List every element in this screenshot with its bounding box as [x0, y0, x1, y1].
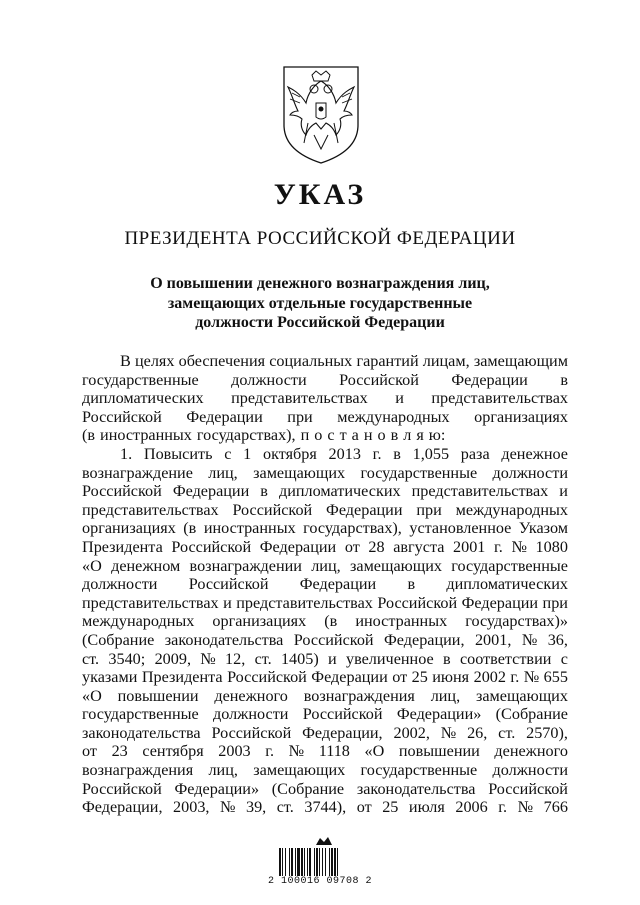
word: в	[390, 426, 399, 445]
body-line	[82, 519, 568, 538]
word: №	[440, 723, 457, 742]
word: 2006	[455, 798, 488, 817]
barcode-bar	[325, 848, 326, 876]
word: Федерации	[186, 407, 263, 426]
word: Федерации	[299, 575, 377, 594]
word: октября	[262, 444, 317, 463]
word: государственные	[82, 705, 199, 724]
word: п	[300, 426, 310, 445]
word: Федерации,	[384, 630, 465, 649]
word: №	[511, 537, 527, 556]
word: Российской	[232, 500, 313, 519]
body-line	[82, 594, 568, 613]
word: н	[363, 426, 373, 445]
word: г.	[498, 798, 508, 817]
word: вознаграждение	[82, 463, 193, 482]
word: 12,	[225, 649, 246, 668]
word: Российской	[82, 407, 162, 426]
word: (в	[324, 612, 338, 631]
word: Российской	[211, 723, 292, 742]
word: и	[395, 389, 404, 408]
barcode-bar	[291, 848, 293, 876]
word: лиц,	[208, 463, 238, 482]
word: №	[521, 630, 538, 649]
word: и	[328, 649, 337, 668]
word: июня	[432, 668, 470, 687]
word: вознаграждения	[303, 686, 415, 705]
word: №	[219, 798, 236, 817]
word: лиц,	[311, 556, 341, 575]
word: обеспечения	[178, 352, 266, 370]
body-line	[82, 464, 568, 483]
barcode-bar	[279, 848, 281, 876]
word: иностранных	[100, 426, 192, 445]
word: денежное	[501, 444, 568, 463]
barcode-bar	[307, 848, 308, 876]
word: в	[260, 482, 268, 501]
word: Российской	[302, 705, 383, 724]
word: августа	[393, 537, 445, 556]
barcode-bar	[309, 848, 311, 876]
word: организациях	[82, 519, 176, 538]
word: 655	[543, 668, 568, 687]
word: в	[393, 444, 401, 463]
word: 1405)	[280, 649, 319, 668]
word: №	[517, 798, 534, 817]
word: 25	[382, 798, 399, 817]
word: Федерации»	[174, 779, 260, 798]
barcode-bar	[337, 848, 338, 876]
word: представительствах	[231, 389, 368, 408]
word: замещающих	[253, 761, 346, 780]
body-line	[82, 650, 568, 669]
body-line	[82, 742, 568, 761]
barcode-bar	[295, 848, 296, 876]
word: должности	[231, 370, 307, 389]
word: Российской	[293, 630, 374, 649]
word: о	[314, 426, 323, 445]
word: государственные	[82, 370, 199, 389]
word: «О	[82, 556, 102, 575]
barcode-bar	[334, 848, 336, 876]
word: «О	[364, 742, 385, 761]
word: представительствах	[82, 500, 219, 519]
body-line	[82, 780, 568, 799]
word: гарантий	[356, 352, 419, 370]
word: и	[559, 482, 568, 501]
word: 2002	[473, 668, 506, 687]
word: с	[560, 649, 568, 668]
word: 1.	[120, 444, 133, 463]
word: 2570),	[526, 723, 568, 742]
barcode-bar	[316, 848, 318, 876]
word: от	[392, 668, 408, 687]
word: лиц,	[430, 686, 461, 705]
word: т	[339, 426, 347, 445]
word: Федерации,	[302, 723, 383, 742]
word: международных	[82, 612, 195, 631]
word: государственные	[360, 463, 478, 482]
word: Российской	[171, 537, 252, 556]
word: г.	[372, 444, 382, 463]
word: Федерации	[451, 370, 528, 389]
word: Федерации	[311, 668, 388, 687]
word: Российской	[188, 575, 269, 594]
word: о	[377, 426, 386, 445]
word: денежном	[111, 556, 181, 575]
heading-line: должности Российской Федерации	[195, 314, 445, 331]
word: при	[542, 593, 568, 612]
word: №	[200, 649, 216, 668]
word: Российской	[339, 370, 419, 389]
word: увеличенное	[345, 649, 434, 668]
word: при	[416, 500, 442, 519]
word: лиц,	[208, 761, 238, 780]
word: (Собрание	[495, 705, 568, 724]
word: ст.	[276, 798, 294, 817]
body-line	[82, 352, 568, 371]
word: дипломатических	[278, 482, 401, 501]
word: 25	[411, 668, 428, 687]
word: с	[327, 426, 335, 445]
body-line	[82, 371, 568, 390]
word: должности	[212, 705, 289, 724]
word: замещающих	[253, 463, 346, 482]
printer-logo-icon	[314, 836, 334, 846]
word: 39,	[245, 798, 267, 817]
word: государствах),	[196, 426, 296, 445]
barcode-bar	[319, 848, 320, 876]
word: сентября	[142, 742, 204, 761]
word: 2001,	[474, 630, 512, 649]
barcode-bar	[329, 848, 330, 876]
word: представительствах	[431, 389, 568, 408]
barcode-bar	[285, 848, 286, 876]
word: Российской	[227, 668, 307, 687]
word: должности	[492, 463, 568, 482]
body-line	[82, 557, 568, 576]
word: а	[351, 426, 359, 445]
word: ст.	[498, 723, 516, 742]
word: 1	[243, 444, 252, 463]
body-line	[82, 798, 568, 817]
word: целях	[134, 352, 175, 370]
word: 766	[543, 798, 568, 817]
word: денежного	[494, 742, 568, 761]
word: при	[287, 407, 313, 426]
word: 1118	[318, 742, 350, 761]
word: 3744),	[304, 798, 347, 817]
word: 28	[368, 537, 385, 556]
word: 23	[111, 742, 128, 761]
word: в	[407, 575, 416, 594]
word: 26,	[467, 723, 488, 742]
word: организациях	[474, 407, 568, 426]
heading-line: О повышении денежного вознаграждения лиц,	[150, 275, 490, 292]
barcode-bar	[331, 848, 333, 876]
word: государственные	[451, 556, 568, 575]
word: 3540;	[108, 649, 146, 668]
barcode-bar	[301, 848, 303, 876]
word: денежного	[214, 686, 288, 705]
word: Российской	[377, 593, 458, 612]
word: Российской	[488, 779, 568, 798]
word: 2003,	[173, 798, 210, 817]
barcode-bar	[297, 848, 300, 876]
word: июля	[408, 798, 445, 817]
word: ст.	[254, 649, 272, 668]
word: Федерации	[461, 593, 539, 612]
word: должности	[82, 575, 158, 594]
word: Президента	[141, 668, 223, 687]
word: 2003	[218, 742, 251, 761]
word: повышении	[398, 742, 480, 761]
word: вознаграждении	[189, 556, 302, 575]
word: л	[403, 426, 412, 445]
word: ю:	[428, 426, 446, 445]
word: (в	[183, 519, 197, 538]
body-line	[82, 687, 568, 706]
word: Федерации	[326, 500, 403, 519]
word: 2001	[453, 537, 486, 556]
decree-heading	[0, 274, 640, 333]
word: указами	[82, 668, 138, 687]
body-line	[82, 426, 568, 445]
body-line	[82, 631, 568, 650]
word: Федерации,	[82, 798, 163, 817]
document-subtitle: ПРЕЗИДЕНТА РОССИЙСКОЙ ФЕДЕРАЦИИ	[124, 228, 516, 249]
word: законодательства	[356, 779, 476, 798]
word: от	[82, 742, 97, 761]
word: Федерации»	[396, 705, 482, 724]
word: №	[523, 668, 540, 687]
word: представительствах	[82, 593, 219, 612]
body-line	[82, 389, 568, 408]
word: (в	[82, 426, 96, 445]
barcode-bar	[314, 848, 315, 876]
word: г.	[510, 668, 520, 687]
word: от	[344, 537, 360, 556]
word: повышении	[117, 686, 199, 705]
word: законодательства	[82, 723, 201, 742]
barcode-bar	[304, 848, 305, 876]
word: Повысить	[143, 444, 213, 463]
word: г.	[494, 537, 503, 556]
barcode-bar	[322, 848, 323, 876]
word: установленное	[409, 519, 512, 538]
state-emblem-icon	[278, 63, 364, 165]
body-line	[82, 538, 568, 557]
word: иностранных	[203, 519, 296, 538]
word: замещающих	[475, 686, 568, 705]
body-line	[82, 501, 568, 520]
word: государственные	[360, 761, 478, 780]
body-line	[82, 445, 568, 464]
word: Президента	[82, 537, 163, 556]
body-line	[82, 761, 568, 780]
word: лицам,	[422, 352, 470, 370]
word: Федерации	[259, 537, 337, 556]
word: от	[356, 798, 372, 817]
body-line	[82, 705, 568, 724]
word: ст.	[82, 649, 100, 668]
barcode-number: 2 100016 09708 2	[267, 876, 372, 887]
word: В	[120, 352, 131, 370]
word: государствах),	[303, 519, 402, 538]
word: законодательства	[164, 630, 284, 649]
word: 1080	[535, 537, 568, 556]
word: «О	[82, 686, 102, 705]
word: (Собрание	[271, 779, 345, 798]
word: Российской	[82, 779, 162, 798]
word: 1,055	[412, 444, 450, 463]
word: вознаграждения	[82, 761, 194, 780]
word: представительствах	[236, 593, 373, 612]
word: Указом	[518, 519, 568, 538]
barcode-bar	[282, 848, 283, 876]
word: №	[288, 742, 305, 761]
document-title: УКАЗ	[273, 178, 367, 211]
body-line	[82, 575, 568, 594]
body-line	[82, 668, 568, 687]
word: я	[416, 426, 424, 445]
decree-body	[82, 352, 568, 817]
word: представительствах	[411, 482, 549, 501]
body-line	[82, 724, 568, 743]
word: международных	[455, 500, 568, 519]
word: дипломатических	[82, 389, 204, 408]
word: замещающих	[349, 556, 442, 575]
word: раза	[460, 444, 490, 463]
body-line	[82, 482, 568, 501]
word: дипломатических	[446, 575, 568, 594]
word: 2013	[328, 444, 361, 463]
word: замещающим	[473, 352, 568, 370]
word: организациях	[212, 612, 307, 631]
body-line	[82, 408, 568, 427]
word: (Собрание	[82, 630, 155, 649]
word: социальных	[269, 352, 353, 370]
word: Федерации	[172, 482, 250, 501]
word: в	[560, 370, 568, 389]
barcode-bar	[289, 848, 290, 876]
word: Российской	[82, 482, 162, 501]
word: иностранных	[355, 612, 448, 631]
body-line	[82, 612, 568, 631]
word: и	[223, 593, 232, 612]
word: 36,	[547, 630, 568, 649]
word: с	[224, 444, 232, 463]
word: соответствии	[459, 649, 552, 668]
word: государствах)»	[465, 612, 568, 631]
heading-line: замещающих отдельные государственные	[167, 294, 473, 312]
word: международных	[337, 407, 450, 426]
word: в	[442, 649, 451, 668]
word: 2002,	[393, 723, 430, 742]
barcode	[278, 848, 370, 876]
word: г.	[265, 742, 275, 761]
word: 2009,	[154, 649, 191, 668]
word: должности	[492, 761, 568, 780]
